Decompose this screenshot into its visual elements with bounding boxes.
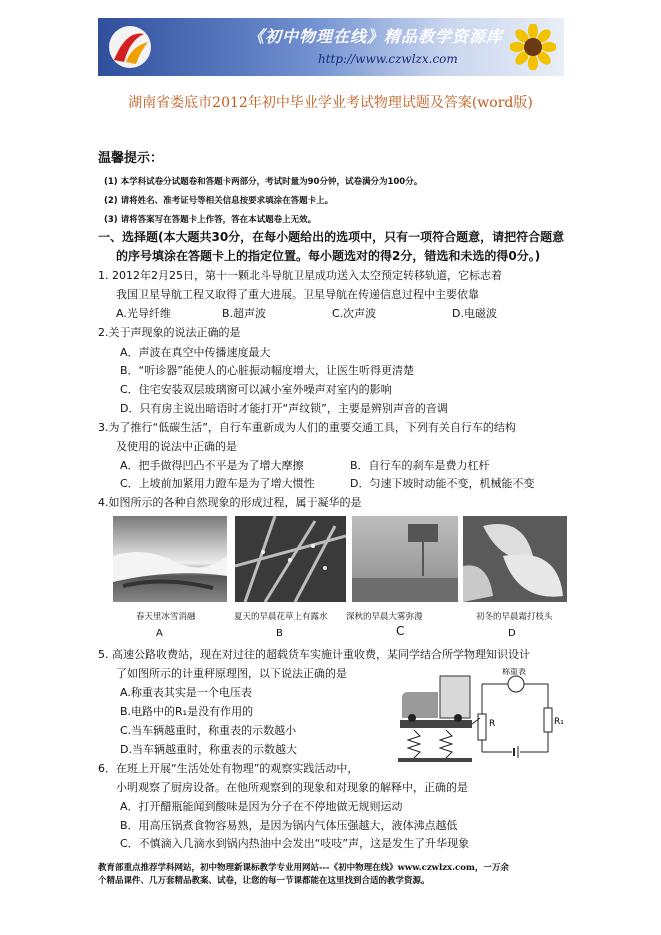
question-3-option-b: B．自行车的刹车是费力杠杆: [350, 459, 490, 472]
photo-caption-c: 深秋的早晨大雾弥漫: [346, 612, 423, 622]
question-1-option-a: A.光导纤维: [116, 307, 171, 320]
photo-caption-d: 初冬的早晨霜打枝头: [476, 612, 553, 622]
question-1-line: 1. 2012年2月25日，第十一颗北斗导航卫星成功送入太空预定转移轨道，它标志着: [98, 269, 502, 282]
question-3-line: 3.为了推行“低碳生活”，自行车重新成为人们的重要交通工具，下列有关自行车的结构: [98, 421, 516, 434]
option-letter-d: D: [508, 628, 516, 639]
question-2-stem: 2.关于声现象的说法正确的是: [98, 326, 241, 339]
question-6-option-b: B．用高压锅煮食物容易熟，是因为锅内气体压强越大，液体沸点越低: [120, 819, 458, 832]
tip-item: (1) 本学科试卷分试题卷和答题卡两部分，考试时量为90分钟，试卷满分为100分。: [104, 177, 423, 187]
sunflower-icon: [510, 24, 556, 70]
question-3-line: 及使用的说法中正确的是: [116, 440, 237, 453]
site-logo-icon: [106, 24, 154, 70]
section-heading: 一、选择题(本大题共30分，在每小题给出的选项中，只有一项符合题意，请把符合题意: [98, 230, 565, 244]
meter-label: 称重表: [502, 668, 526, 676]
question-5-option-c: C.当车辆越重时，称重表的示数越小: [120, 724, 297, 737]
tip-item: (3) 请将答案写在答题卡上作答，答在本试题卷上无效。: [104, 215, 317, 225]
question-2-option-a: A．声波在真空中传播速度最大: [120, 346, 271, 359]
banner-title: 《初中物理在线》精品教学资源库: [248, 27, 504, 46]
tip-item: (2) 请将姓名、准考证号等相关信息按要求填涂在答题卡上。: [104, 196, 334, 206]
question-5-option-d: D.当车辆越重时，称重表的示数越大: [120, 743, 297, 756]
photo-dew-on-grass: [235, 516, 346, 602]
scale-circuit-diagram: [398, 668, 568, 762]
document-title: 湖南省娄底市2012年初中毕业学业考试物理试题及答案(word版): [128, 95, 533, 111]
tips-heading: 温馨提示：: [98, 151, 164, 166]
photo-caption-b: 夏天的早晨花草上有露水: [234, 612, 328, 622]
question-5-option-b: B.电路中的R₁是没有作用的: [120, 705, 254, 718]
question-1-option-c: C.次声波: [332, 307, 377, 320]
photo-caption-a: 春天里冰雪消融: [136, 612, 196, 622]
question-6-option-c: C．不慎滴入几滴水到锅内热油中会发出“吱吱”声，这是发生了升华现象: [120, 837, 470, 850]
photo-snow-melting: [113, 516, 227, 602]
question-2-option-c: C．住宅安装双层玻璃窗可以减小室外噪声对室内的影响: [120, 383, 392, 396]
question-5-option-a: A.称重表其实是一个电压表: [120, 686, 252, 699]
question-6-line: 小明观察了厨房设备。在他所观察到的现象和对现象的解释中，正确的是: [116, 781, 468, 794]
question-1-line: 我国卫星导航工程又取得了重大进展。卫星导航在传递信息过程中主要依靠: [116, 288, 479, 301]
photo-frost-leaves: [463, 516, 567, 602]
header-banner: [98, 18, 564, 76]
banner-url[interactable]: http://www.czwlzx.com: [318, 52, 458, 66]
resistor-r1-label: R₁: [554, 717, 564, 727]
question-6-option-a: A．打开醋瓶能闻到酸味是因为分子在不停地做无规则运动: [120, 800, 403, 813]
page-footer: [98, 862, 568, 888]
option-letter-c: C: [396, 624, 405, 638]
question-3-option-a: A．把手做得凹凸不平是为了增大摩擦: [120, 459, 304, 472]
footer-line: 个精品课件、几万套精品教案、试卷，让您的每一节课都能在这里找到合适的教学资源。: [98, 876, 430, 886]
photo-fog: [352, 516, 458, 602]
option-letter-a: A: [156, 628, 163, 639]
question-4-stem: 4.如图所示的各种自然现象的形成过程，属于凝华的是: [98, 496, 362, 509]
question-5-line: 了如图所示的计重秤原理图，以下说法正确的是: [116, 667, 347, 680]
question-6-line: 6．在班上开展“生活处处有物理”的观察实践活动中，: [98, 762, 359, 775]
option-letter-b: B: [276, 628, 283, 639]
question-1-option-d: D.电磁波: [452, 307, 497, 320]
question-3-option-d: D．匀速下坡时动能不变，机械能不变: [350, 477, 535, 490]
question-5-line: 5. 高速公路收费站，现在对过往的超载货车实施计重收费，某同学结合所学物理知识设计: [98, 648, 530, 661]
question-3-option-c: C．上坡前加紧用力蹬车是为了增大惯性: [120, 477, 315, 490]
question-2-option-b: B．“听诊器”能使人的心脏振动幅度增大，让医生听得更清楚: [120, 364, 414, 377]
question-2-option-d: D．只有房主说出暗语时才能打开“声纹锁”，主要是辨别声音的音调: [120, 402, 448, 415]
question-1-option-b: B.超声波: [222, 307, 267, 320]
resistor-r-label: R: [489, 719, 496, 729]
section-heading-cont: 的序号填涂在答题卡上的指定位置。每小题选对的得2分，错选和未选的得0分。): [116, 249, 541, 263]
footer-line: 教育部重点推荐学科网站，初中物理新课标教学专业用网站---《初中物理在线》www.czwlzx.com，一万余: [98, 863, 509, 873]
